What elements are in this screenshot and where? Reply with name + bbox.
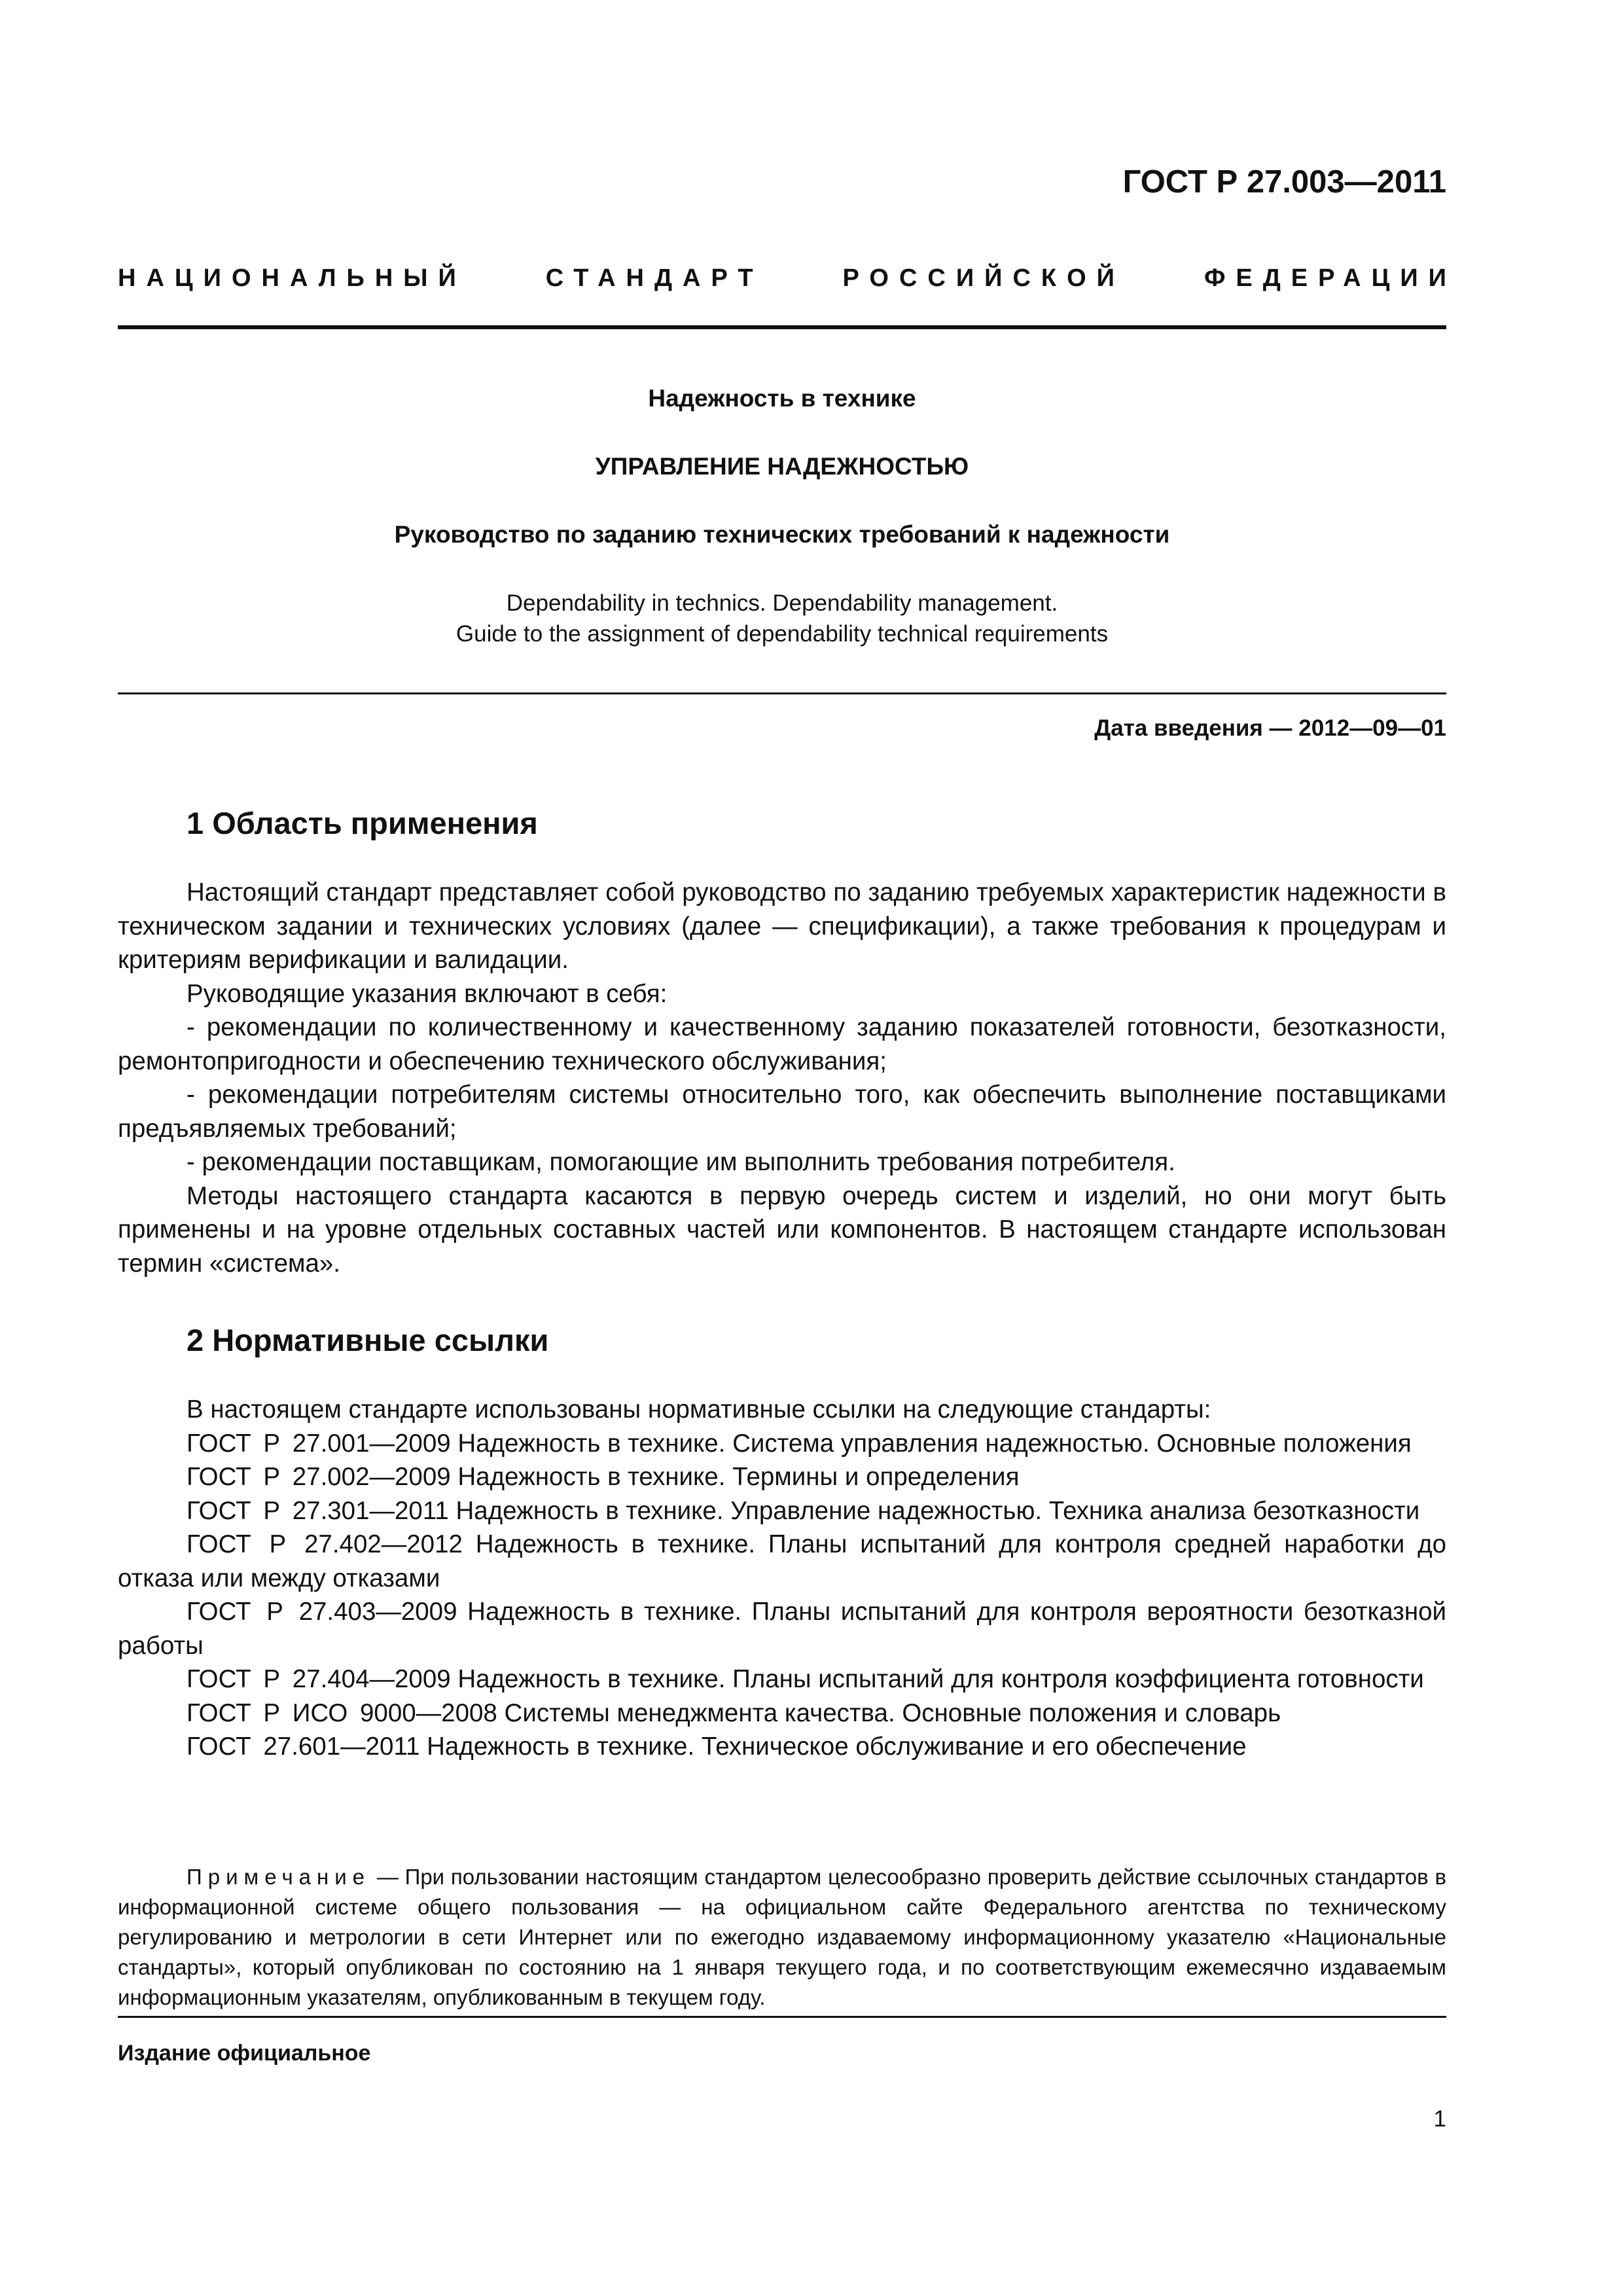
- paragraph: Методы настоящего стандарта касаются в первую очередь систем и изделий, но они могут быть применены и на уровне отдельных составных частей или компонентов. В настоящем стандарте использован термин «система».: [118, 1181, 1446, 1278]
- list-item: - рекомендации потребителям системы относительно того, как обеспечить выполнение поставщиками предъявляемых требований;: [118, 1081, 1446, 1143]
- title-english: [118, 588, 1446, 649]
- edition-label: Издание официальное: [118, 2041, 371, 2066]
- note-paragraph: [118, 1862, 1446, 2013]
- title-divider: [118, 692, 1446, 694]
- national-standard-banner: [118, 264, 1457, 293]
- section-1-heading: 1 Область применения: [187, 806, 538, 840]
- reference-item: [118, 1528, 1446, 1595]
- section-1-body: [118, 876, 1446, 1280]
- reference-title: Надежность в технике. Планы испытаний для контроля вероятности безотказной работы: [118, 1598, 1447, 1660]
- banner-word: СТАНДАРТ: [545, 264, 764, 292]
- paragraph: Настоящий стандарт представляет собой руководство по заданию требуемых характеристик надежности в техническом задании и технических условиях (далее — спецификации), а также требования к процедурам и критериям верификации и валидации.: [118, 878, 1446, 974]
- title-subject: Надежность в технике: [648, 385, 916, 412]
- section-2-body: [118, 1393, 1446, 1764]
- list-item: - рекомендации по количественному и качественному заданию показателей готовности, безотказности, ремонтопригодности и обеспечению технического обслуживания;: [118, 1013, 1446, 1075]
- intro-date: Дата введения — 2012—09—01: [1094, 715, 1446, 741]
- note-block: [118, 1862, 1446, 2013]
- banner-word: ФЕДЕРАЦИИ: [1204, 264, 1457, 292]
- refs-intro: В настоящем стандарте использованы нормативные ссылки на следующие стандарты:: [187, 1395, 1211, 1424]
- reference-title: Надежность в технике. Техническое обслуживание и его обеспечение: [427, 1732, 1247, 1761]
- reference-item: [118, 1730, 1446, 1764]
- title-main: УПРАВЛЕНИЕ НАДЕЖНОСТЬЮ: [595, 453, 969, 480]
- reference-item: [118, 1595, 1446, 1662]
- page-number: 1: [1433, 2106, 1446, 2132]
- reference-item: [118, 1460, 1446, 1494]
- reference-code: ГОСТ Р 27.402—2012: [187, 1530, 463, 1558]
- section-2-heading: 2 Нормативные ссылки: [187, 1323, 549, 1357]
- doc-number: ГОСТ Р 27.003—2011: [1122, 164, 1446, 200]
- banner-word: НАЦИОНАЛЬНЫЙ: [118, 264, 467, 292]
- note-text: — При пользовании настоящим стандартом целесообразно проверить действие ссылочных стандартов в информационной системе общего пользования — на официальном сайте Федерального агентства по техническому регулированию и метрологии в сети Интернет или по ежегодно издаваемому информационному указателю «Национальные стандарты», который опубликован по состоянию на 1 января текущего года, и по соответствующим ежемесячно издаваемым информационным указателям, опубликованным в текущем году.: [118, 1865, 1446, 2009]
- reference-code: ГОСТ Р 27.403—2009: [187, 1598, 457, 1626]
- reference-item: [118, 1494, 1446, 1528]
- title-english-line: Guide to the assignment of dependability technical requirements: [455, 621, 1109, 647]
- paragraph: Руководящие указания включают в себя:: [187, 979, 668, 1008]
- reference-item: [118, 1696, 1446, 1731]
- reference-item: [118, 1662, 1446, 1696]
- reference-code: ГОСТ Р 27.301—2011: [187, 1496, 449, 1525]
- banner-word: РОССИЙСКОЙ: [842, 264, 1125, 292]
- reference-title: Системы менеджмента качества. Основные положения и словарь: [504, 1698, 1281, 1727]
- reference-code: ГОСТ Р 27.002—2009: [187, 1463, 451, 1491]
- reference-title: Надежность в технике. Термины и определения: [457, 1463, 1020, 1491]
- reference-code: ГОСТ Р ИСО 9000—2008: [187, 1698, 497, 1727]
- reference-code: ГОСТ Р 27.404—2009: [187, 1665, 451, 1693]
- reference-title: Надежность в технике. Планы испытаний для контроля коэффициента готовности: [457, 1665, 1424, 1693]
- reference-title: Надежность в технике. Управление надежностью. Техника анализа безотказности: [455, 1496, 1420, 1525]
- reference-item: [118, 1427, 1446, 1461]
- title-sub: Руководство по заданию технических требований к надежности: [394, 521, 1170, 548]
- reference-title: Надежность в технике. Система управления надежностью. Основные положения: [457, 1429, 1412, 1458]
- reference-code: ГОСТ 27.601—2011: [187, 1732, 420, 1761]
- header-divider: [118, 325, 1446, 329]
- reference-code: ГОСТ Р 27.001—2009: [187, 1429, 451, 1458]
- footer-divider: [118, 2016, 1446, 2018]
- list-item: - рекомендации поставщикам, помогающие им выполнить требования потребителя.: [187, 1148, 1175, 1176]
- reference-title: Надежность в технике. Планы испытаний для контроля средней наработки до отказа или между отказами: [118, 1530, 1446, 1592]
- note-label: Примечание: [187, 1865, 371, 1889]
- title-english-line: Dependability in technics. Dependability management.: [506, 590, 1058, 616]
